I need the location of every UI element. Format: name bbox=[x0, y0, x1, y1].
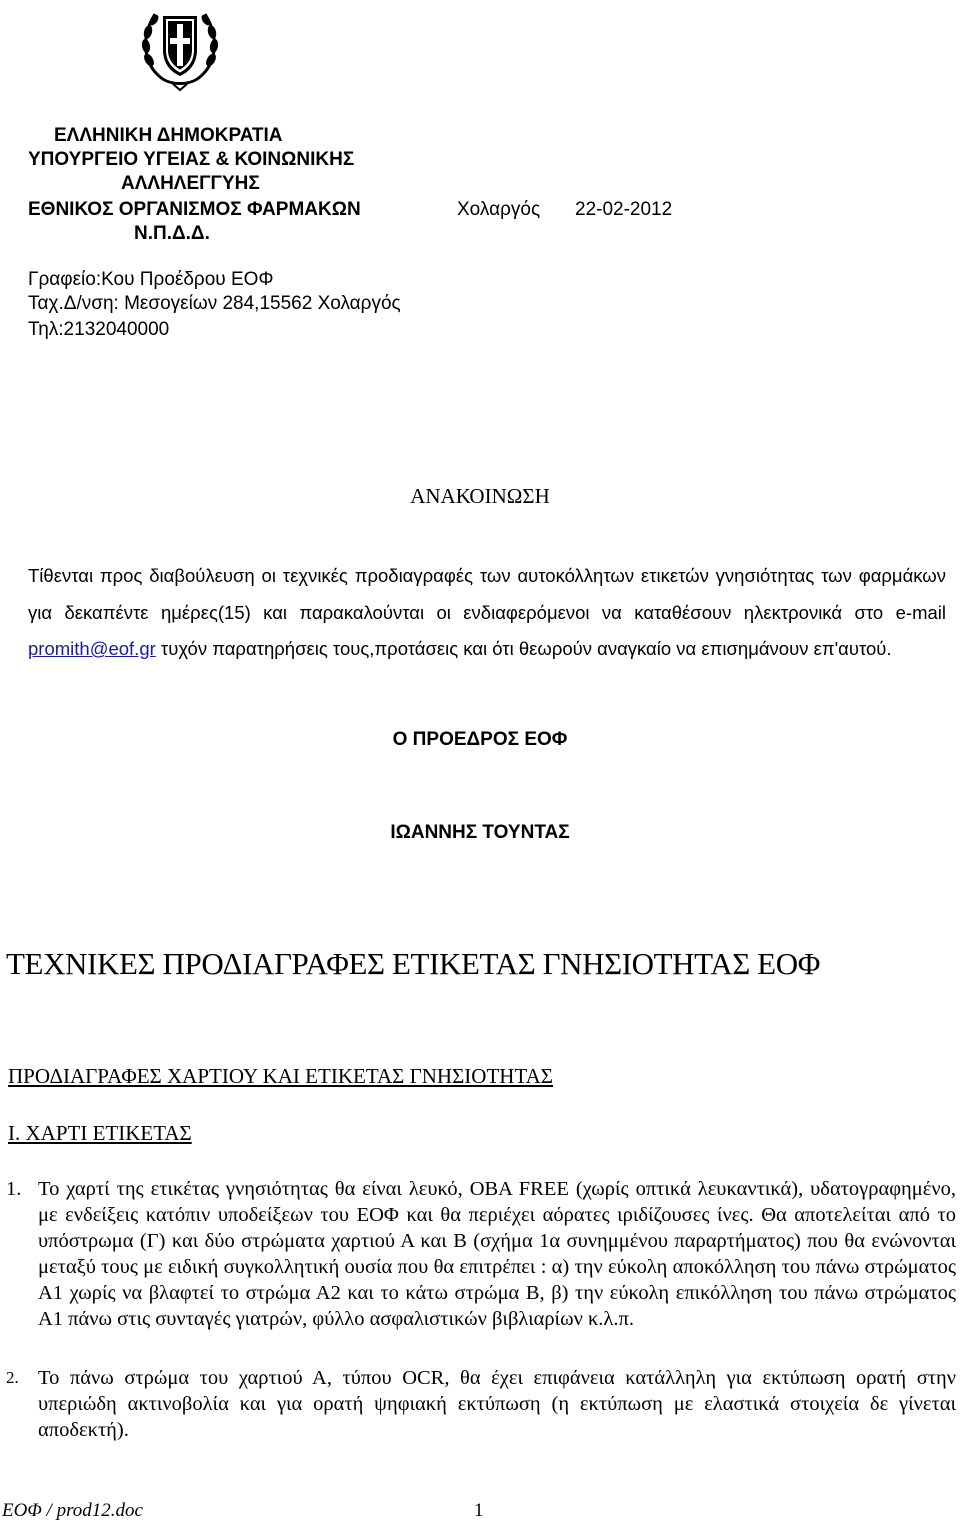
address: Ταχ.Δ/νση: Μεσογείων 284,15562 Χολαργός bbox=[28, 293, 401, 314]
footer-filename: ΕΟΦ / prod12.doc bbox=[2, 1500, 143, 1521]
org-line-3: ΑΛΛΗΛΕΓΓΥΗΣ bbox=[121, 173, 260, 194]
signature-name: ΙΩΑΝΝΗΣ ΤΟΥΝΤΑΣ bbox=[390, 822, 570, 843]
phone: Τηλ:2132040000 bbox=[28, 319, 170, 340]
footer-page-number: 1 bbox=[474, 1500, 484, 1521]
org-line-1: ΕΛΛΗΝΙΚΗ ΔΗΜΟΚΡΑΤΙΑ bbox=[54, 125, 283, 146]
spec-subtitle: ΠΡΟΔΙΑΓΡΑΦΕΣ ΧΑΡΤΙΟΥ ΚΑΙ ΕΤΙΚΕΤΑΣ ΓΝΗΣΙΟΤΗΤΑΣ bbox=[8, 1064, 553, 1088]
item-1-text: Το χαρτί της ετικέτας γνησιότητας θα είναι λευκό, OBA FREE (χωρίς οπτικά λευκαντικά), υδατογραφημένο, με ενδείξεις κατόπιν υποδείξεων του ΕΟΦ και θα περιέχει αόρατες ιριδίζουσες ίνες. Θα αποτελείται από το υπόστρωμα (Γ) και δύο στρώματα χαρτιού Α και Β (σχήμα 1α συνημμένου παραρτήματος) που θα ενώνονται μεταξύ τους με ειδική συγκολλητική ουσία που θα επιτρέπει : α) την εύκολη αποκόλληση του πάνω στρώματος Α1 χωρίς να βλαφτεί το στρώμα Α2 και το κάτω στρώμα Β, β) την εύκολη επικόλληση του πάνω στρώματος Α1 πάνω στις συνταγές γιατρών, φύλλο ασφαλιστικών βιβλιαρίων κ.λ.π. bbox=[38, 1178, 956, 1330]
org-line-4: ΕΘΝΙΚΟΣ ΟΡΓΑΝΙΣΜΟΣ ΦΑΡΜΑΚΩΝ bbox=[28, 199, 361, 220]
spec-main-title: ΤΕΧΝΙΚΕΣ ΠΡΟΔΙΑΓΡΑΦΕΣ ΕΤΙΚΕΤΑΣ ΓΝΗΣΙΟΤΗΤΑΣ ΕΟΦ bbox=[6, 946, 820, 981]
announcement-text-part2: τυχόν παρατηρήσεις τους,προτάσεις και ότι θεωρούν αναγκαίο να επισημάνουν επ'αυτού. bbox=[155, 638, 892, 659]
email-link[interactable]: promith@eof.gr bbox=[28, 638, 156, 659]
place: Χολαργός bbox=[457, 199, 541, 220]
signature-role: Ο ΠΡΟΕΔΡΟΣ ΕΟΦ bbox=[392, 729, 568, 750]
office: Γραφείο:Κου Προέδρου ΕΟΦ bbox=[28, 269, 274, 290]
announcement-text-part1: Τίθενται προς διαβούλευση οι τεχνικές προδιαγραφές των αυτοκόλλητων ετικετών γνησιότητας των φαρμάκων για δεκαπέντε ημέρες(15) και παρακαλούνται οι ενδιαφερόμενοι να καταθέσουν ηλεκτρονικά στο e-mail bbox=[28, 565, 946, 623]
greek-coat-of-arms-icon bbox=[137, 4, 223, 92]
org-line-5: Ν.Π.Δ.Δ. bbox=[134, 223, 210, 244]
announcement-text bbox=[28, 558, 946, 668]
item-2-number: 2. bbox=[6, 1368, 19, 1387]
announcement-title: ΑΝΑΚΟΙΝΩΣΗ bbox=[410, 484, 550, 508]
spec-section: Ι. ΧΑΡΤΙ ΕΤΙΚΕΤΑΣ bbox=[8, 1121, 192, 1145]
item-2-text: Το πάνω στρώμα του χαρτιού Α, τύπου OCR, θα έχει επιφάνεια κατάλληλη για εκτύπωση ορατή στην υπεριώδη ακτινοβολία και για ορατή ψηφιακή εκτύπωση (η εκτύπωση με ελαστικά στοιχεία δε γίνεται αποδεκτή). bbox=[38, 1367, 956, 1441]
org-line-2: ΥΠΟΥΡΓΕΙΟ ΥΓΕΙΑΣ & ΚΟΙΝΩΝΙΚΗΣ bbox=[28, 149, 355, 170]
item-1-number: 1. bbox=[6, 1178, 22, 1200]
date: 22-02-2012 bbox=[575, 199, 673, 220]
